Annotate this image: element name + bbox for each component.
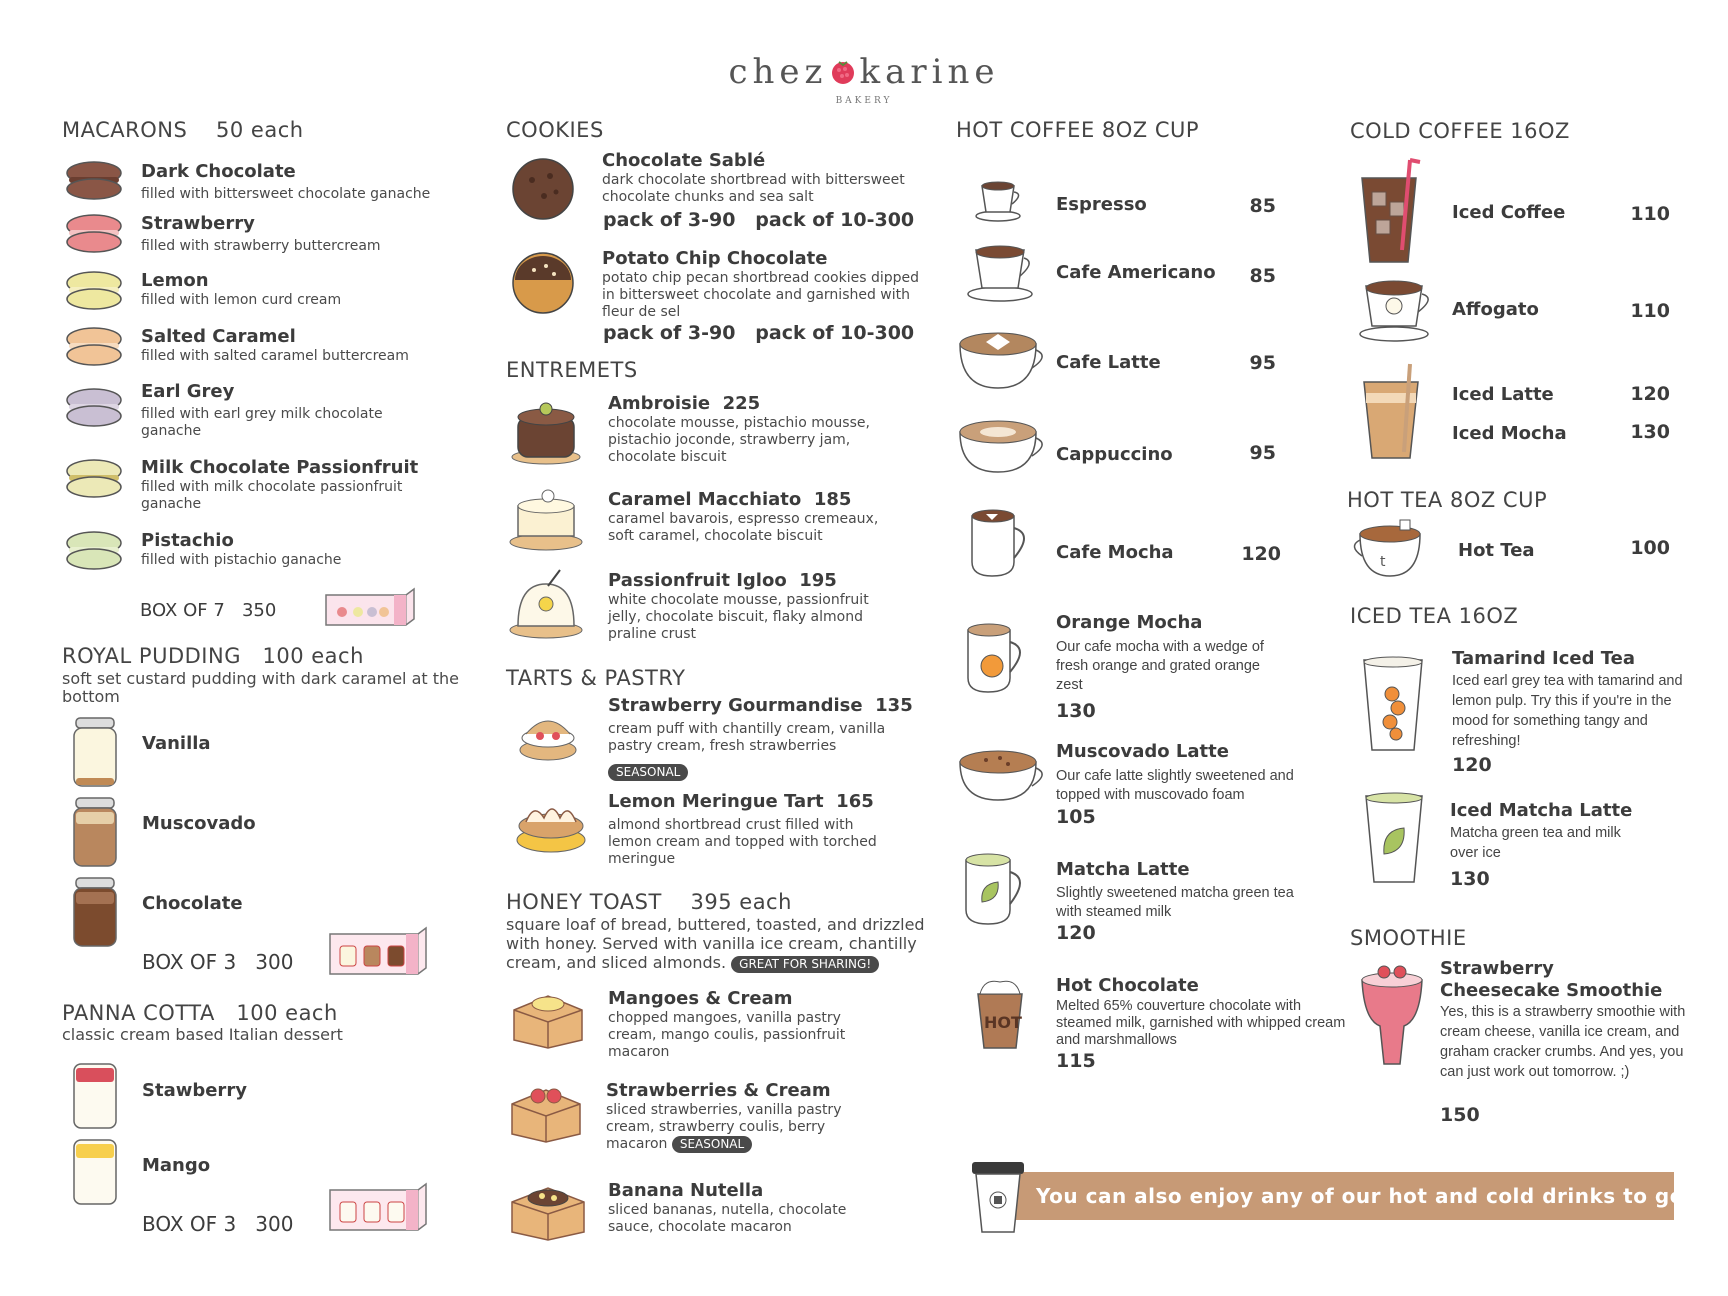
section-title-tarts: TARTS & PASTRY — [506, 666, 686, 690]
menu-item-desc: filled with salted caramel buttercream — [141, 348, 409, 364]
honey-toast-icon — [508, 986, 588, 1052]
menu-item-desc: Yes, this is a strawberry smoothie with cream cheese, vanilla ice cream, and graham cracker crumbs. And yes, you can just work out tomorrow. ;) — [1440, 1004, 1686, 1080]
menu-item-name: Orange Mocha — [1056, 612, 1203, 633]
svg-text:HOT: HOT — [984, 1013, 1022, 1032]
panna-cotta-jar-icon — [70, 1138, 120, 1208]
menu-item-name: Stawberry — [142, 1080, 247, 1101]
menu-item-desc: caramel bavarois, espresso cremeaux, soft caramel, chocolate biscuit — [608, 511, 879, 544]
menu-item-name: Muscovado — [142, 813, 256, 834]
seasonal-badge: SEASONAL — [672, 1136, 752, 1153]
menu-item-price: 120 — [1630, 383, 1670, 405]
menu-item-desc: Our cafe latte slightly sweetened and topped with muscovado foam — [1056, 768, 1294, 803]
iced-coffee-glass-icon — [1358, 158, 1432, 266]
menu-item-name: Mangoes & Cream — [608, 988, 793, 1009]
menu-item-name: Passionfruit Igloo 195 — [608, 570, 837, 591]
menu-item-name: Earl Grey — [141, 381, 235, 402]
menu-item-desc: chocolate mousse, pistachio mousse, pistachio joconde, strawberry jam, chocolate biscuit — [608, 415, 870, 465]
menu-item-name: Iced Coffee — [1452, 202, 1566, 223]
menu-item-desc: chopped mangoes, vanilla pastry cream, mango coulis, passionfruit macaron — [608, 1010, 846, 1060]
macaron-icon — [64, 458, 124, 500]
menu-item-price: 115 — [1056, 1050, 1096, 1072]
menu-item-name: Affogato — [1452, 299, 1539, 320]
brand-logo — [0, 52, 1728, 92]
matcha-latte-glass-icon — [1362, 790, 1430, 886]
tart-icon — [514, 792, 588, 858]
macaron-icon — [64, 530, 124, 572]
cookie-icon — [510, 250, 576, 316]
menu-item-name: Lemon Meringue Tart 165 — [608, 791, 874, 812]
section-title-royal-pudding: ROYAL PUDDING 100 each — [62, 644, 364, 668]
menu-item-price: 120 — [1241, 543, 1281, 565]
pudding-jar-icon — [70, 716, 120, 790]
takeaway-cup-icon — [970, 1158, 1026, 1234]
raspberry-icon — [829, 57, 857, 85]
menu-item-name: Iced Mocha — [1452, 423, 1567, 444]
menu-item-name: Banana Nutella — [608, 1180, 764, 1201]
macaron-icon — [64, 326, 124, 368]
iced-latte-glass-icon — [1360, 362, 1434, 462]
menu-item-price: 85 — [1249, 195, 1276, 217]
section-title-cold-coffee: COLD COFFEE 16OZ — [1350, 119, 1570, 143]
menu-item-name: Pistachio — [141, 530, 234, 551]
section-desc: classic cream based Italian dessert — [62, 1025, 343, 1044]
menu-item-desc: Our cafe mocha with a wedge of fresh orange and grated orange zest — [1056, 639, 1264, 693]
menu-item-name: Dark Chocolate — [141, 161, 296, 182]
menu-item-name: Milk Chocolate Passionfruit — [141, 457, 419, 478]
menu-item-name: Cappuccino — [1056, 444, 1173, 465]
to-go-banner: You can also enjoy any of our hot and cold drinks to go! :) — [1016, 1172, 1674, 1220]
menu-item-name: Chocolate Sablé — [602, 150, 766, 171]
menu-item-name: Mango — [142, 1155, 211, 1176]
menu-item-desc: filled with strawberry buttercream — [141, 238, 381, 254]
menu-item-desc: filled with pistachio ganache — [141, 552, 342, 568]
gift-box-icon — [322, 585, 418, 627]
smoothie-glass-icon — [1356, 960, 1434, 1070]
pack-prices: pack of 3-90 pack of 10-300 — [603, 322, 915, 344]
pudding-jar-icon — [70, 796, 120, 870]
menu-item-price: 120 — [1452, 754, 1492, 776]
menu-item-price: 120 — [1056, 922, 1096, 944]
menu-item-price: 105 — [1056, 806, 1096, 828]
menu-item-price: 130 — [1056, 700, 1096, 722]
box-offer-panna-cotta: BOX OF 3 300 — [142, 1212, 294, 1236]
section-title-macarons: MACARONS 50 each — [62, 118, 304, 142]
menu-item-desc: filled with lemon curd cream — [141, 292, 342, 308]
menu-item-price: 95 — [1249, 352, 1276, 374]
menu-item-price: 110 — [1630, 300, 1670, 322]
macaron-icon — [64, 213, 124, 255]
menu-item-name: Salted Caramel — [141, 326, 296, 347]
menu-item-name: Iced Latte — [1452, 384, 1554, 405]
menu-item-price: 100 — [1630, 537, 1670, 559]
matcha-latte-mug-icon — [958, 850, 1038, 930]
section-title-honey-toast: HONEY TOAST 395 each — [506, 890, 792, 914]
menu-item-name: Iced Matcha Latte — [1450, 800, 1633, 821]
tea-cup-icon — [1350, 518, 1436, 584]
mocha-mug-icon — [964, 506, 1040, 582]
menu-item-name: Strawberry Cheesecake Smoothie — [1440, 958, 1663, 1001]
coffee-cup-icon — [966, 240, 1038, 304]
brand-subtitle: BAKERY — [835, 96, 893, 106]
dome-cake-icon — [508, 566, 584, 642]
menu-item-name: Hot Tea — [1458, 540, 1535, 561]
menu-item-desc: white chocolate mousse, passionfruit jelly, chocolate biscuit, flaky almond praline crust — [608, 592, 869, 642]
menu-item-desc: Matcha green tea and milk over ice — [1450, 825, 1621, 861]
menu-item-desc: Slightly sweetened matcha green tea with steamed milk — [1056, 885, 1294, 920]
section-desc: soft set custard pudding with dark caramel at the bottom — [62, 669, 459, 706]
pack-prices: pack of 3-90 pack of 10-300 — [603, 209, 915, 231]
menu-item-price: 95 — [1249, 442, 1276, 464]
macaron-icon — [64, 270, 124, 312]
section-title-panna-cotta: PANNA COTTA 100 each — [62, 1001, 338, 1025]
menu-item-name: Matcha Latte — [1056, 859, 1190, 880]
panna-cotta-jar-icon — [70, 1062, 120, 1132]
muscovado-latte-cup-icon — [956, 748, 1046, 806]
menu-item-name: Cafe Mocha — [1056, 542, 1174, 563]
menu-item-name: Chocolate — [142, 893, 243, 914]
section-title-entremets: ENTREMETS — [506, 358, 638, 382]
orange-mocha-mug-icon — [960, 620, 1036, 698]
menu-item-name: Potato Chip Chocolate — [602, 248, 828, 269]
espresso-cup-icon — [974, 176, 1028, 224]
macaron-icon — [64, 387, 124, 429]
section-title-hot-tea: HOT TEA 8OZ CUP — [1347, 488, 1548, 512]
menu-item-price: 130 — [1630, 421, 1670, 443]
menu-item-name: Caramel Macchiato 185 — [608, 489, 852, 510]
menu-item-name: Espresso — [1056, 194, 1147, 215]
brand-name-left: chez — [728, 52, 828, 92]
menu-item-name: Muscovado Latte — [1056, 741, 1229, 762]
menu-item-name: Lemon — [141, 270, 209, 291]
cappuccino-cup-icon — [956, 418, 1048, 478]
menu-item-desc: cream puff with chantilly cream, vanilla pastry cream, fresh strawberries — [608, 721, 886, 754]
cake-icon — [508, 484, 584, 552]
cream-puff-icon — [516, 706, 580, 764]
cake-icon — [510, 395, 582, 465]
cookie-icon — [510, 156, 576, 222]
section-title-hot-coffee: HOT COFFEE 8OZ CUP — [956, 118, 1200, 142]
menu-item-price: 110 — [1630, 203, 1670, 225]
menu-item-desc: dark chocolate shortbread with bittersweet chocolate chunks and sea salt — [602, 172, 905, 205]
section-title-cookies: COOKIES — [506, 118, 604, 142]
menu-item-price: 150 — [1440, 1104, 1480, 1126]
menu-item-name: Tamarind Iced Tea — [1452, 648, 1635, 669]
svg-text:t: t — [1380, 554, 1386, 570]
gift-box-icon — [326, 924, 430, 976]
hot-chocolate-cup-icon — [970, 974, 1034, 1054]
macaron-icon — [64, 160, 124, 202]
section-title-iced-tea: ICED TEA 16OZ — [1350, 604, 1519, 628]
menu-item-name: Vanilla — [142, 733, 211, 754]
tamarind-tea-glass-icon — [1360, 654, 1430, 754]
menu-item-desc: sliced bananas, nutella, chocolate sauce, chocolate macaron — [608, 1202, 847, 1235]
menu-item-name: Strawberry Gourmandise 135 — [608, 695, 913, 716]
menu-item-desc: almond shortbread crust filled with lemon cream and topped with torched meringue — [608, 817, 877, 867]
honey-toast-icon — [506, 1076, 586, 1146]
menu-item-desc: filled with milk chocolate passionfruit ganache — [141, 479, 403, 512]
menu-item-name: Strawberries & Cream — [606, 1080, 831, 1101]
pudding-jar-icon — [70, 876, 120, 950]
sharing-badge: GREAT FOR SHARING! — [731, 956, 879, 973]
menu-item-desc: filled with bittersweet chocolate ganache — [141, 186, 431, 202]
section-desc: square loaf of bread, buttered, toasted, and drizzled with honey. Served with vanilla ice cream, chantilly cream, and sliced almonds. GREAT FOR SHARING! — [506, 915, 925, 972]
menu-item-desc: filled with earl grey milk chocolate ganache — [141, 406, 383, 439]
seasonal-badge: SEASONAL — [608, 761, 688, 781]
menu-item-desc: potato chip pecan shortbread cookies dipped in bittersweet chocolate and garnished with fleur de sel — [602, 270, 919, 320]
menu-item-name: Cafe Latte — [1056, 352, 1161, 373]
menu-item-name: Hot Chocolate — [1056, 975, 1199, 996]
brand-name-right: karine — [859, 52, 1000, 92]
menu-item-desc: Melted 65% couverture chocolate with steamed milk, garnished with whipped cream and marshmallows — [1056, 998, 1346, 1048]
box-offer-macarons: BOX OF 7 350 — [140, 600, 277, 621]
menu-item-desc: sliced strawberries, vanilla pastry cream, strawberry coulis, berry macaron SEASONAL — [606, 1102, 842, 1152]
section-title-smoothie: SMOOTHIE — [1350, 926, 1467, 950]
menu-item-price: 85 — [1249, 265, 1276, 287]
menu-item-name: Cafe Americano — [1056, 262, 1216, 283]
menu-item-desc: Iced earl grey tea with tamarind and lemon pulp. Try this if you're in the mood for something tangy and refreshing! — [1452, 673, 1683, 749]
honey-toast-icon — [506, 1176, 590, 1244]
menu-item-name: Strawberry — [141, 213, 255, 234]
gift-box-icon — [326, 1180, 430, 1232]
affogato-cup-icon — [1356, 276, 1440, 344]
menu-item-name: Ambroisie 225 — [608, 393, 761, 414]
latte-cup-icon — [956, 330, 1048, 394]
box-offer-pudding: BOX OF 3 300 — [142, 950, 294, 974]
menu-item-price: 130 — [1450, 868, 1490, 890]
